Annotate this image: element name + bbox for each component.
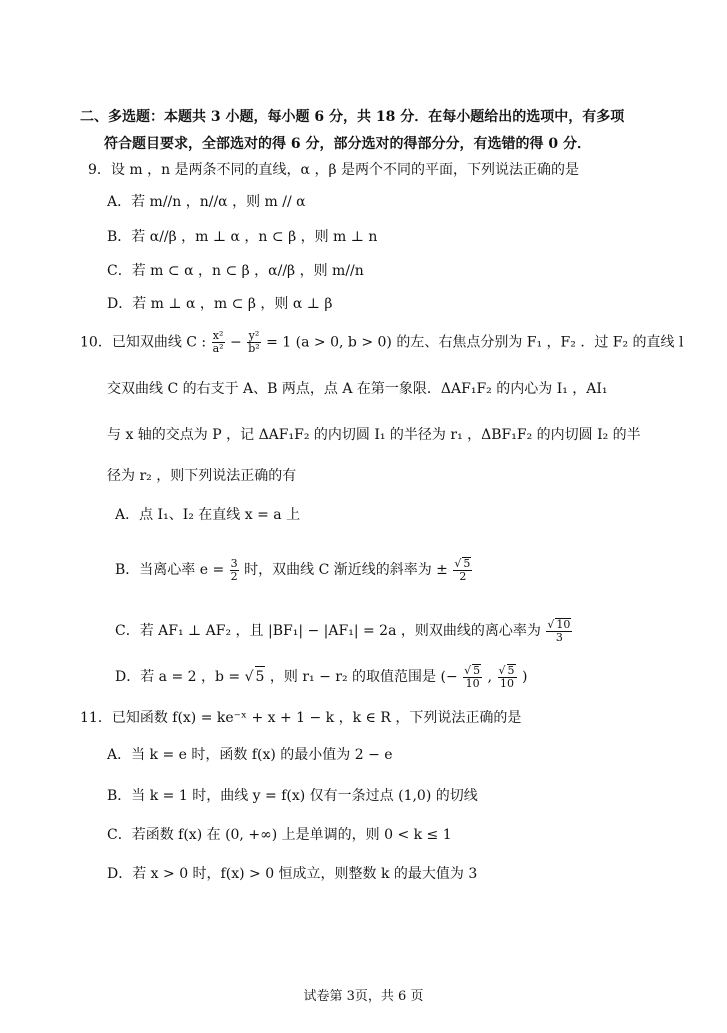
q10-stem-line2: 交双曲线 C 的右支于 A、B 两点，点 A 在第一象限．ΔAF₁F₂ 的内心为 I₁ ，AI₁ [107,381,608,397]
sqrt-radicand: 5 [473,664,481,677]
fraction-denominator: 10 [500,677,515,690]
q9-option-b: B．若 α//β ，m ⊥ α ，n ⊂ β ，则 m ⊥ n [107,229,378,245]
minus-sign: − [230,334,242,351]
fraction-numerator: √ 10 [547,618,571,631]
sqrt-radicand: 10 [556,618,571,631]
q9-option-a: A．若 m//n ，n//α ，则 m // α [107,194,306,210]
fraction-numerator: √ 5 [464,664,481,677]
q10-option-b-mid: 时，双曲线 C 渐近线的斜率为 ± [244,562,448,578]
q11-option-b: B．当 k = 1 时，曲线 y = f(x) 仅有一条过点 (1,0) 的切线 [107,788,478,804]
fraction-numerator: 3 [230,556,238,570]
q9-stem: 9．设 m ，n 是两条不同的直线，α ，β 是两个不同的平面，下列说法正确的是 [88,162,579,178]
fraction-numerator: √ 5 [498,664,515,677]
slope-fraction [453,557,472,583]
q11-option-d: D．若 x > 0 时，f(x) > 0 恒成立，则整数 k 的最大值为 3 [107,866,478,882]
q10-stem-line3: 与 x 轴的交点为 P ，记 ΔAF₁F₂ 的内切圆 I₁ 的半径为 r₁ ，ΔBF₁F₂ 的内切圆 I₂ 的半 [107,427,641,443]
q10-option-c-pre: C．若 AF₁ ⊥ AF₂ ，且 |BF₁| − |AF₁| = 2a ，则双曲线的离心率为 [115,623,541,639]
sqrt-symbol: √ 5 [245,669,266,685]
q10-option-a: A．点 I₁、I₂ 在直线 x = a 上 [115,507,301,523]
eccentricity-answer-fraction [546,618,572,644]
q10-stem-pre: 10．已知双曲线 C : [80,334,207,351]
sqrt-radicand: 5 [463,557,471,570]
q10-option-b [115,557,473,583]
sqrt-radicand: 5 [507,664,515,677]
q10-option-c [115,618,573,644]
q10-stem-line4: 径为 r₂ ，则下列说法正确的有 [107,468,297,484]
page-footer: 试卷第 3页，共 6 页 [303,989,424,1004]
q9-option-c: C．若 m ⊂ α ，n ⊂ β ，α//β ，则 m//n [107,263,364,279]
q11-option-a: A．当 k = e 时，函数 f(x) 的最小值为 2 − e [107,747,393,763]
q10-stem [80,330,683,355]
fraction-denominator: 2 [230,569,238,583]
fraction-denominator: a² [212,342,224,355]
fraction-denominator: 3 [555,631,563,644]
fraction-denominator: 2 [459,570,467,583]
fraction-numerator: y² [248,329,260,342]
fraction-numerator: x² [212,329,224,342]
range-lower-fraction [463,664,482,690]
q11-option-c: C．若函数 f(x) 在 (0, +∞) 上是单调的，则 0 < k ≤ 1 [107,827,452,843]
fraction-denominator: b² [248,342,260,355]
q10-option-d-pre: D．若 a = 2 ，b = [115,669,241,685]
range-comma: , [487,669,493,685]
range-close-paren: ) [522,669,528,685]
fraction-denominator: 10 [465,677,480,690]
q10-option-d [115,664,527,690]
x2-over-a2-fraction [212,330,225,355]
section-heading-line1: 二、多选题：本题共 3 小题，每小题 6 分，共 18 分．在每小题给出的选项中，有多项 [80,109,625,125]
q9-option-d: D．若 m ⊥ α ，m ⊂ β ，则 α ⊥ β [107,296,333,312]
range-upper-fraction [498,664,517,690]
q11-stem: 11．已知函数 f(x) = ke⁻ˣ + x + 1 − k ，k ∈ R ，下列说法正确的是 [80,710,522,726]
eccentricity-fraction [230,558,239,583]
section-heading-line2: 符合题目要求，全部选对的得 6 分，部分选对的得部分分，有选错的得 0 分． [104,136,591,152]
q10-stem-post: = 1 (a > 0, b > 0) 的左、右焦点分别为 F₁ ，F₂ ．过 F₂ 的直线 l [266,334,684,351]
q10-option-d-mid: ，则 r₁ − r₂ 的取值范围是 (− [269,669,458,685]
sqrt-radicand: 5 [255,666,266,687]
q10-option-b-pre: B．当离心率 e = [115,562,225,578]
y2-over-b2-fraction [247,330,260,355]
fraction-numerator: √ 5 [454,557,471,570]
